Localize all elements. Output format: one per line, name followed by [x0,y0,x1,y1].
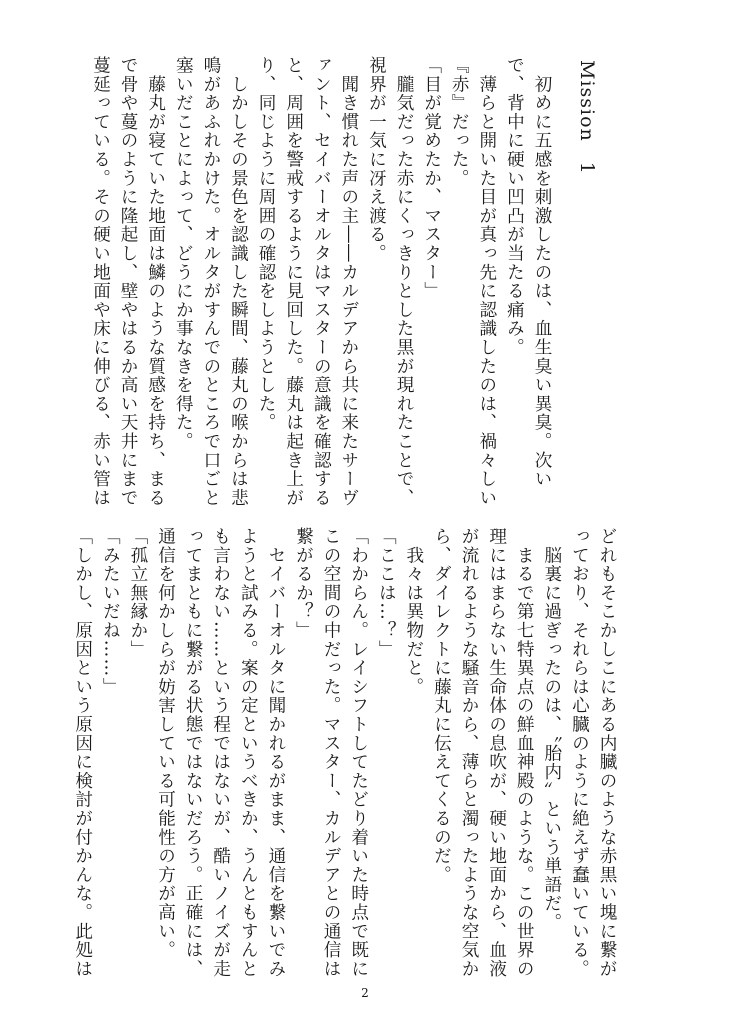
dialogue-line: 「目が覚めたか、マスター」 [421,56,442,301]
paragraph: 朧気だった赤にくっきりとした黒が現れたことで、視界が一気に冴え渡る。 [366,56,415,508]
lower-text-block [72,527,620,979]
paragraph: しかしその景色を認識した瞬間、藤丸の喉からは悲鳴があふれかけた。オルタがすんでのところで口ごと塞いだことによって、どうにか事なきを得た。 [173,56,249,508]
upper-text-block [90,56,555,508]
paragraph: 薄らと開いた目が真っ先に認識したのは、禍々しい『赤』だった。 [449,56,497,508]
paragraph: 聞き慣れた声の主――カルデアから共に来たサーヴァント、セイバーオルタはマスターの意識を確認すると、周囲を警戒するように見回した。藤丸は起き上がり、同じように周囲の確認をしようとした。 [256,56,359,508]
paragraph: まるで第七特異点の鮮血神殿のような。この世界の理にはまらない生命体の息吹が、硬い地面から、血液が流れるような騒音から、薄らと濁ったような空気から、ダイレクトに藤丸に伝えてくるのだ。 [431,527,535,979]
dialogue-line: 「みたいだね……」 [100,527,121,697]
paragraph: 我々は異物だと。 [403,527,424,697]
paragraph: 脳裏に過ぎったのは、〝胎内〟という単語だ。 [541,527,562,932]
chapter-title: Mission 1 [576,60,598,175]
paragraph: セイバーオルタに聞かれるがまま、通信を繋いでみようと試みる。案の定というべきか、うんともすんとも言わない……という程ではないが、酷いノイズが走ってまともに繋がる状態ではないだろう。正確には、通信を何かしらが妨害している可能性の方が高い。 [155,527,286,979]
dialogue-line: 「孤立無縁か」 [127,527,148,659]
paragraph: 藤丸が寝ていた地面は鱗のような質感を持ち、まるで骨や蔓のように隆起し、壁やはるか高い天井にまで蔓延っている。その硬い地面や床に伸びる、赤い管は [90,56,166,508]
dialogue-line: 「ここは…？」 [376,527,397,659]
dialogue-line: 「わからん。レイシフトしてたどり着いた時点で既にこの空間の中だった。マスター、カルデアとの通信は繋がるか？」 [293,527,369,979]
paragraph: どれもそこかしこにある内臓のような赤黒い塊に繋がっており、それらは心臓のように絶えず蠢いている。 [569,527,617,979]
dialogue-line: 「しかし、原因という原因に検討が付かんな。此処は [72,527,93,979]
paragraph: 初めに五感を刺激したのは、血生臭い異臭。次いで、背中に硬い凹凸が当たる痛み。 [504,56,552,489]
page-number: 2 [361,986,369,1000]
